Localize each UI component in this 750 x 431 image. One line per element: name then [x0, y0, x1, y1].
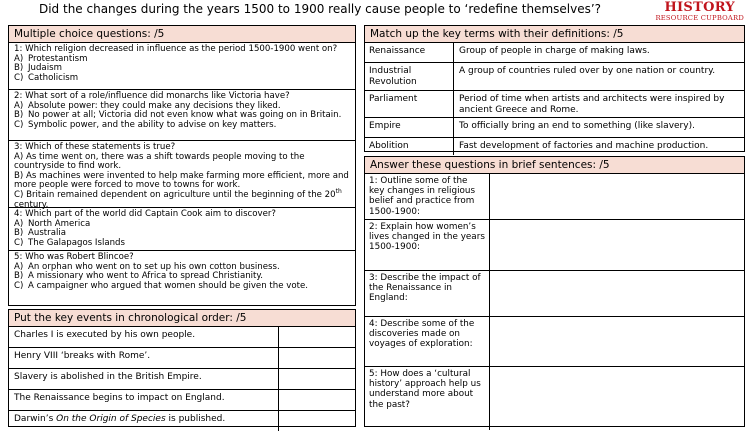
- match-row: [365, 118, 744, 138]
- brief-question: 2: Explain how women’s lives changed in the years 1500-1900:: [365, 220, 490, 270]
- brief-answer-box[interactable]: [490, 220, 744, 270]
- page-title: Did the changes during the years 1500 to 1900 really cause people to ‘redefine themselves’?: [38, 2, 602, 16]
- brief-row: [365, 317, 744, 367]
- brief-row: [365, 271, 744, 317]
- mc-option[interactable]: C) Britain remained dependent on agriculture until the beginning of the 20th century.: [14, 188, 342, 210]
- match-row: [365, 138, 744, 155]
- mc-question-1: [9, 43, 355, 90]
- brief-row: [365, 220, 744, 271]
- mc-option[interactable]: C) Symbolic power, and the ability to advise on key matters.: [14, 119, 277, 130]
- mc-question-text: 1: Which religion decreased in influence as the period 1500-1900 went on?: [14, 44, 338, 54]
- term[interactable]: Industrial Revolution: [365, 63, 454, 90]
- order-answer-box[interactable]: [279, 327, 355, 347]
- mc-option[interactable]: B) Australia: [14, 228, 67, 239]
- mc-question-text: 5: Who was Robert Blincoe?: [14, 252, 134, 262]
- chronological-row: [9, 369, 355, 390]
- mc-option[interactable]: C) Catholicism: [14, 72, 79, 83]
- definition[interactable]: A group of countries ruled over by one nation or country.: [459, 66, 716, 76]
- definition[interactable]: Period of time when artists and architects were inspired by ancient Greece and Rome.: [459, 94, 725, 115]
- order-answer-box[interactable]: [279, 348, 355, 368]
- event-text: Henry VIII ‘breaks with Rome’.: [9, 348, 279, 368]
- brief-answer-box[interactable]: [490, 174, 744, 219]
- chronological-header: Put the key events in chronological order: /5: [9, 310, 355, 327]
- term[interactable]: Abolition: [365, 138, 454, 155]
- history-resource-cupboard-logo: [655, 1, 744, 22]
- brief-row: [365, 174, 744, 220]
- term[interactable]: Empire: [365, 118, 454, 137]
- match-row: [365, 91, 744, 118]
- chronological-order-section: [8, 309, 356, 427]
- mc-option[interactable]: B) As machines were invented to help make farming more efficient, more and more people were forced to move to towns for work.: [14, 170, 349, 191]
- event-text: Charles I is executed by his own people.: [9, 327, 279, 347]
- brief-header: Answer these questions in brief sentences: /5: [365, 157, 744, 174]
- match-terms-section: [364, 25, 745, 152]
- brief-answer-box[interactable]: [490, 271, 744, 316]
- order-answer-box[interactable]: [279, 411, 355, 431]
- mc-option[interactable]: A) Protestantism: [14, 53, 88, 64]
- mc-option[interactable]: C) A campaigner who argued that women should be given the vote.: [14, 280, 308, 291]
- brief-question: 3: Describe the impact of the Renaissance in England:: [365, 271, 490, 316]
- mc-question-text: 2: What sort of a role/influence did monarchs like Victoria have?: [14, 91, 290, 101]
- mc-question-text: 3: Which of these statements is true?: [14, 142, 176, 152]
- match-header: Match up the key terms with their definitions: /5: [365, 26, 744, 43]
- chronological-row: [9, 411, 355, 431]
- mc-option[interactable]: A) North America: [14, 218, 91, 229]
- definition[interactable]: To officially bring an end to something (like slavery).: [459, 121, 695, 131]
- brief-answer-box[interactable]: [490, 367, 744, 430]
- definition[interactable]: Fast development of factories and machine production.: [459, 141, 709, 151]
- multiple-choice-header: Multiple choice questions: /5: [9, 26, 355, 43]
- mc-option[interactable]: A) An orphan who went on to set up his own cotton business.: [14, 261, 280, 272]
- chronological-row: [9, 390, 355, 411]
- brief-answers-section: [364, 156, 745, 427]
- mc-option[interactable]: B) Judaism: [14, 63, 62, 74]
- event-text: Slavery is abolished in the British Empire.: [9, 369, 279, 389]
- mc-question-4: [9, 208, 355, 251]
- mc-question-text: 4: Which part of the world did Captain Cook aim to discover?: [14, 209, 276, 219]
- mc-question-2: [9, 90, 355, 141]
- event-text: The Renaissance begins to impact on England.: [9, 390, 279, 410]
- mc-option[interactable]: B) A missionary who went to Africa to spread Christianity.: [14, 271, 264, 282]
- mc-question-5: [9, 251, 355, 304]
- mc-option[interactable]: A) As time went on, there was a shift towards people moving to the countryside to find work.: [14, 151, 305, 172]
- brief-question: 5: How does a ‘cultural history’ approach help us understand more about the past?: [365, 367, 490, 430]
- brief-row: [365, 367, 744, 430]
- term[interactable]: Parliament: [365, 91, 454, 117]
- mc-option[interactable]: C) The Galapagos Islands: [14, 237, 125, 248]
- multiple-choice-section: [8, 25, 356, 306]
- match-row: [365, 43, 744, 63]
- brief-question: 4: Describe some of the discoveries made on voyages of exploration:: [365, 317, 490, 366]
- mc-question-3: [9, 141, 355, 208]
- event-text: Darwin’s On the Origin of Species is published.: [9, 411, 279, 431]
- mc-option[interactable]: A) Absolute power: they could make any decisions they liked.: [14, 100, 281, 111]
- brief-answer-box[interactable]: [490, 317, 744, 366]
- order-answer-box[interactable]: [279, 390, 355, 410]
- order-answer-box[interactable]: [279, 369, 355, 389]
- match-row: [365, 63, 744, 91]
- term[interactable]: Renaissance: [365, 43, 454, 62]
- brief-question: 1: Outline some of the key changes in religious belief and practice from 1500-1900:: [365, 174, 490, 219]
- definition[interactable]: Group of people in charge of making laws.: [459, 46, 650, 56]
- mc-option[interactable]: B) No power at all; Victoria did not even know what was going on in Britain.: [14, 110, 342, 121]
- logo-line2: RESOURCE CUPBOARD: [655, 14, 744, 22]
- logo-line1: HISTORY: [664, 0, 735, 15]
- chronological-row: [9, 348, 355, 369]
- chronological-row: [9, 327, 355, 348]
